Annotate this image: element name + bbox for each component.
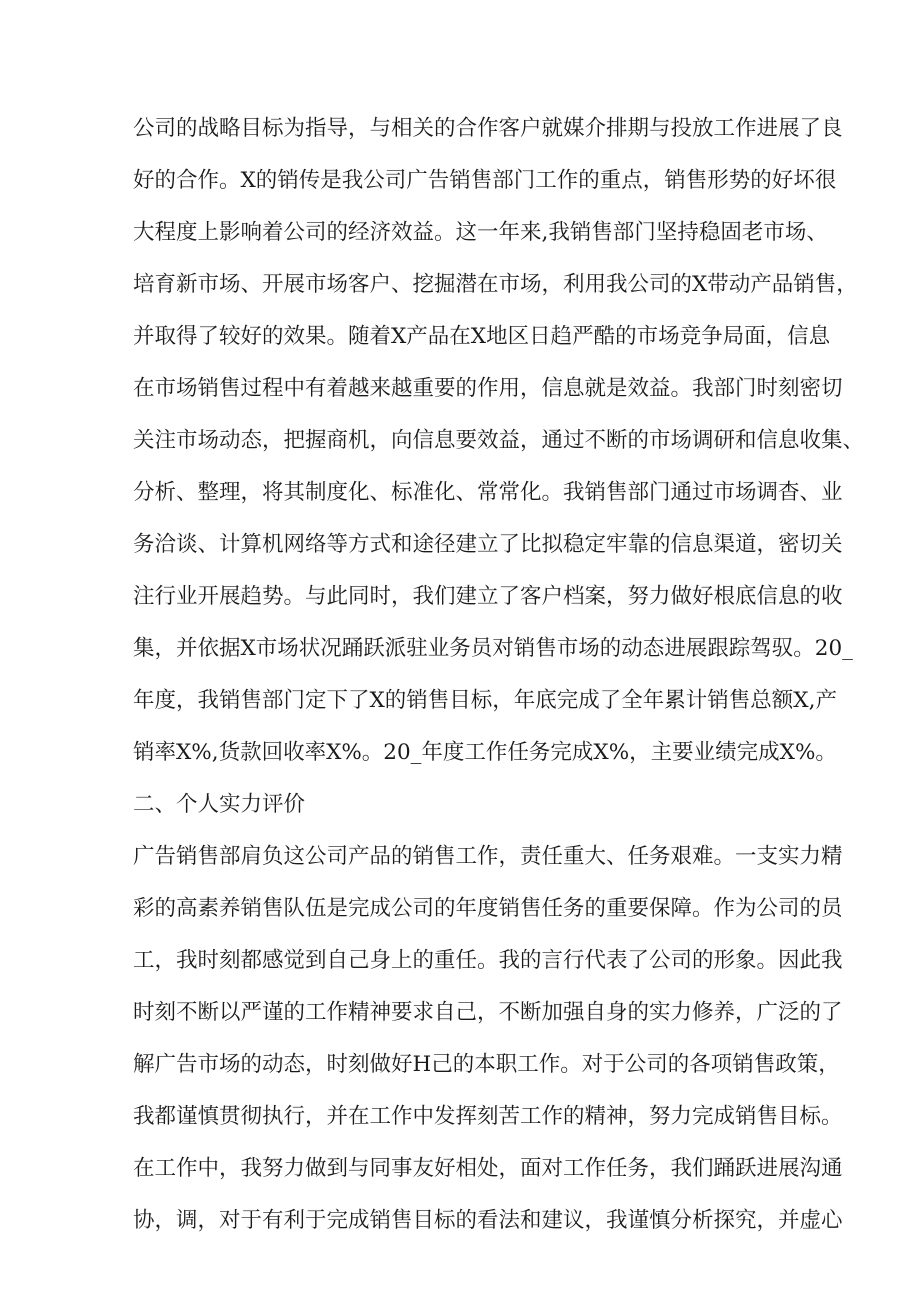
text-line-9: 务洽谈、计算机网络等方式和途径建立了比拟稳定牢靠的信息渠道，密切关: [133, 532, 843, 557]
text-line-11: 集，并依据X市场状况踊跃派驻业务员对销售市场的动态进展跟踪驾驭。20_: [133, 636, 853, 661]
text-line-6: 在市场销售过程中有着越来越重要的作用，信息就是效益。我部门时刻密切: [133, 376, 843, 401]
text-line-15: 广告销售部肩负这公司产品的销售工作，责任重大、任务艰难。一支实力精: [133, 844, 843, 869]
text-line-1: 公司的战略目标为指导，与相关的合作客户就媒介排期与投放工作进展了良: [133, 116, 843, 141]
text-line-4: 培育新市场、开展市场客户、挖掘潜在市场，利用我公司的X带动产品销售，: [133, 272, 858, 297]
text-line-18: 时刻不断以严谨的工作精神要求自己，不断加强自身的实力修养，广泛的了: [133, 1000, 843, 1025]
text-line-16: 彩的高素养销售队伍是完成公司的年度销售任务的重要保障。作为公司的员: [133, 896, 843, 921]
text-line-13: 销率X%,货款回收率X%。20_年度工作任务完成X%，主要业绩完成X%。: [133, 740, 837, 765]
text-line-3: 大程度上影响着公司的经济效益。这一年来,我销售部门坚持稳固老市场、: [133, 220, 828, 245]
text-line-17: 工，我时刻都感觉到自己身上的重任。我的言行代表了公司的形象。因此我: [133, 948, 843, 973]
text-line-8: 分析、整理，将其制度化、标准化、常常化。我销售部门通过市场调杳、业: [133, 480, 843, 505]
text-line-10: 注行业开展趋势。与此同时，我们建立了客户档案，努力做好根底信息的收: [133, 584, 843, 609]
text-line-20: 我都谨慎贯彻执行，并在工作中发挥刻苦工作的精神，努力完成销售目标。: [133, 1104, 843, 1129]
text-line-7: 关注市场动态，把握商机，向信息要效益，通过不断的市场调研和信息收集、: [133, 428, 865, 453]
text-line-2: 好的合作。X的销传是我公司广告销售部门工作的重点，销售形势的好坏很: [133, 168, 837, 193]
section-heading: 二、个人实力评价: [133, 792, 306, 817]
text-line-19: 解广告市场的动态，时刻做好H己的本职工作。对于公司的各项销售政策，: [133, 1052, 840, 1077]
text-line-22: 协，调，对于有利于完成销售目标的看法和建议，我谨慎分析探究，并虚心: [133, 1208, 843, 1233]
text-line-5: 并取得了较好的效果。随着X产品在X地区日趋严酷的市场竞争局面，信息: [133, 324, 831, 349]
text-line-12: 年度，我销售部门定下了X的销售目标，年底完成了全年累计销售总额X,产: [133, 688, 837, 713]
text-line-21: 在工作中，我努力做到与同事友好相处，面对工作任务，我们踊跃进展沟通: [133, 1156, 843, 1181]
